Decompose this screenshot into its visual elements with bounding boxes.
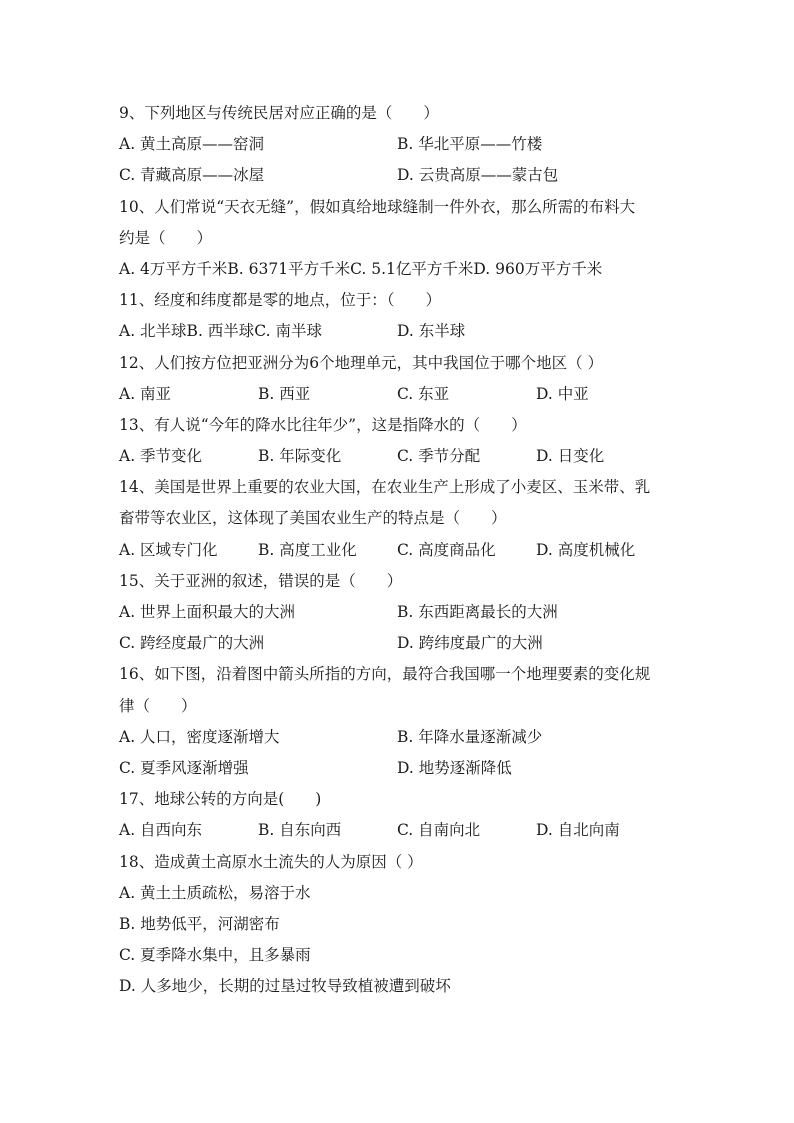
answer-option: B. 西亚 xyxy=(258,384,311,403)
answer-option: D. 跨纬度最广的大洲 xyxy=(397,634,543,653)
answer-option: D. 地势逐渐降低 xyxy=(397,758,512,777)
question-stem: 律（ ） xyxy=(119,696,197,715)
question-9 xyxy=(119,847,679,1003)
answer-option: A. 黄土高原——窑洞 xyxy=(119,135,265,154)
answer-option: B. 自东向西 xyxy=(258,821,342,840)
question-list xyxy=(119,98,679,1002)
question-stem: 15、关于亚洲的叙述，错误的是（ ） xyxy=(119,571,403,590)
question-stem: 18、造成黄土高原水土流失的人为原因（ ） xyxy=(119,852,423,871)
answer-option: A. 人口，密度逐渐增大 xyxy=(119,727,280,746)
question-stem: 14、美国是世界上重要的农业大国，在农业生产上形成了小麦区、玉米带、乳 xyxy=(119,478,651,497)
question-8 xyxy=(119,784,679,846)
options-row xyxy=(119,160,679,191)
answer-option: C. 跨经度最广的大洲 xyxy=(119,634,265,653)
options-row xyxy=(119,316,679,347)
answer-option: C. 青藏高原——冰屋 xyxy=(119,166,265,185)
answer-option: C. 夏季降水集中，且多暴雨 xyxy=(119,946,311,965)
options-row xyxy=(119,379,679,410)
answer-option: B. 高度工业化 xyxy=(258,540,357,559)
question-7 xyxy=(119,659,679,784)
answer-option: C. 自南向北 xyxy=(397,821,481,840)
answer-option: C. 东亚 xyxy=(397,384,450,403)
question-stem: 13、有人说“今年的降水比往年少”，这是指降水的（ ） xyxy=(119,415,527,434)
question-stem: 9、下列地区与传统民居对应正确的是（ ） xyxy=(119,104,439,122)
answer-option: D. 中亚 xyxy=(536,384,589,403)
question-1 xyxy=(119,192,679,286)
answer-option: C. 夏季风逐渐增强 xyxy=(119,758,249,777)
question-6 xyxy=(119,566,679,660)
answer-option: B. 东西距离最长的大洲 xyxy=(397,603,558,621)
answer-option: C. 高度商品化 xyxy=(397,540,496,559)
question-5 xyxy=(119,472,679,566)
options-row xyxy=(119,722,679,753)
answer-option: A. 北半球B. 西半球C. 南半球 xyxy=(119,322,322,341)
question-stem: 约是（ ） xyxy=(119,228,213,247)
question-stem: 17、地球公转的方向是( ) xyxy=(119,790,322,809)
question-stem: 畜带等农业区，这体现了美国农业生产的特点是（ ） xyxy=(119,509,507,528)
answer-option: D. 云贵高原——蒙古包 xyxy=(397,166,559,185)
options-row xyxy=(119,597,679,628)
question-0 xyxy=(119,98,679,192)
answer-option: B. 华北平原——竹楼 xyxy=(397,135,543,154)
options-row xyxy=(119,535,679,566)
question-3 xyxy=(119,348,679,410)
answer-option: A. 南亚 xyxy=(119,384,172,403)
question-4 xyxy=(119,410,679,472)
answer-option: A. 区域专门化 xyxy=(119,540,218,559)
options-row xyxy=(119,441,679,472)
options-row xyxy=(119,753,679,784)
answer-option: A. 黄土土质疏松，易溶于水 xyxy=(119,883,311,902)
answer-option: A. 季节变化 xyxy=(119,447,203,466)
question-stem: 10、人们常说“天衣无缝”，假如真给地球缝制一件外衣，那么所需的布料大 xyxy=(119,197,636,216)
options-row xyxy=(119,628,679,659)
answer-option: D. 东半球 xyxy=(397,322,466,341)
answer-option: B. 年际变化 xyxy=(258,447,342,466)
answer-option: D. 人多地少，长期的过垦过牧导致植被遭到破坏 xyxy=(119,977,451,996)
answer-option: D. 日变化 xyxy=(536,447,605,466)
answer-option: A. 世界上面积最大的大洲 xyxy=(119,603,296,621)
question-stem: 16、如下图，沿着图中箭头所指的方向，最符合我国哪一个地理要素的变化规 xyxy=(119,665,651,684)
answer-option: B. 年降水量逐渐减少 xyxy=(397,727,543,746)
question-stem: 11、经度和纬度都是零的地点，位于：（ ） xyxy=(119,291,441,310)
answer-option: C. 季节分配 xyxy=(397,447,481,466)
answer-option: D. 高度机械化 xyxy=(536,540,636,559)
options-row xyxy=(119,815,679,846)
question-stem: 12、人们按方位把亚洲分为6个地理单元，其中我国位于哪个地区（ ） xyxy=(119,353,604,372)
question-2 xyxy=(119,285,679,347)
options-row xyxy=(119,129,679,160)
answer-option: A. 自西向东 xyxy=(119,821,203,840)
answer-option: D. 自北向南 xyxy=(536,821,620,840)
answer-option: B. 地势低平，河湖密布 xyxy=(119,914,280,933)
answer-option: A. 4万平方千米B. 6371平方千米C. 5.1亿平方千米D. 960万平方千米 xyxy=(119,259,603,278)
